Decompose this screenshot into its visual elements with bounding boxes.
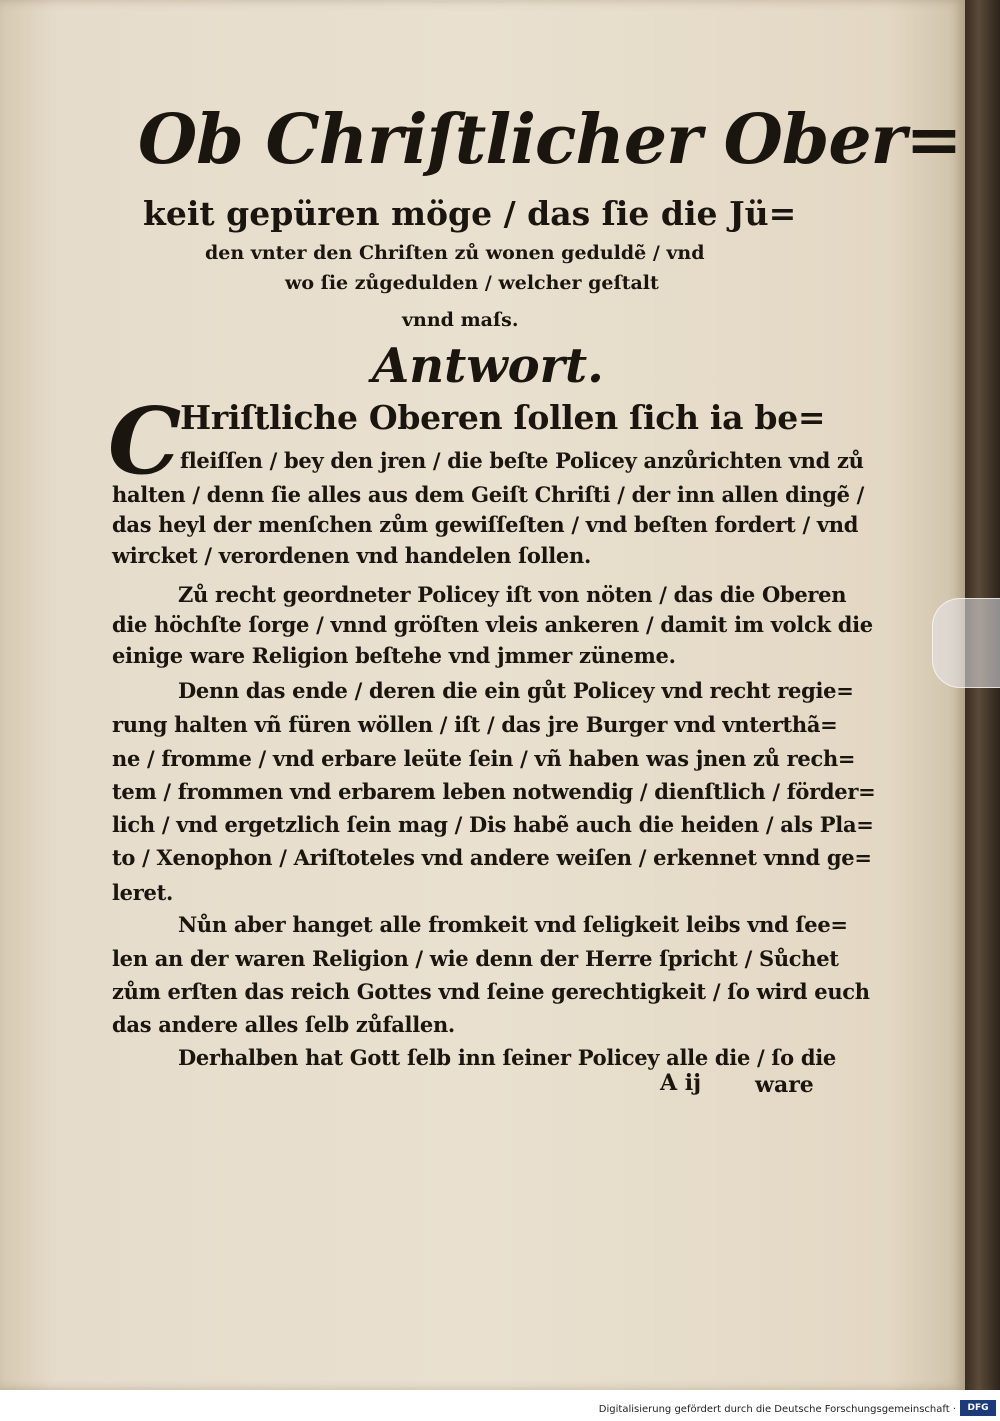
body-line: tem / frommen vnd erbarem leben notwendig / dienſtlich / förder= (112, 779, 876, 804)
body-line: fleiſſen / bey den jren / die beſte Policey anzůrichten vnd zů (180, 448, 864, 473)
title-line-2: keit gepüren möge / das ſie die Jü= (143, 194, 797, 233)
body-line: len an der waren Religion / wie denn der Herre ſpricht / Sůchet (112, 946, 839, 971)
body-line: wircket / verordenen vnd handelen ſollen. (112, 543, 591, 568)
body-line: zům erſten das reich Gottes vnd ſeine gerechtigkeit / ſo wird euch (112, 979, 870, 1004)
body-line: rung halten vñ füren wöllen / iſt / das jre Burger vnd vnterthã= (112, 712, 838, 737)
title-line-3: den vnter den Chriſten zů wonen geduldẽ / vnd (205, 242, 705, 264)
binding-edge (965, 0, 1000, 1390)
body-line: Zů recht geordneter Policey iſt von nöten / das die Oberen (178, 582, 847, 607)
body-line: Nůn aber hanget alle fromkeit vnd ſeligkeit leibs vnd ſee= (178, 912, 848, 937)
body-line: Hriſtliche Oberen ſollen ſich ia be= (180, 398, 826, 437)
body-line: leret. (112, 880, 173, 905)
body-line: lich / vnd ergetzlich ſein mag / Dis habẽ auch die heiden / als Pla= (112, 812, 874, 837)
body-line: Denn das ende / deren die ein gůt Policey vnd recht regie= (178, 678, 854, 703)
body-line: to / Xenophon / Ariſtoteles vnd andere weiſen / erkennet vnnd ge= (112, 845, 872, 870)
section-heading: Antwort. (372, 338, 604, 394)
signature-mark: A ij (660, 1070, 702, 1096)
body-line: ne / fromme / vnd erbare leüte ſein / vñ haben was jnen zů rech= (112, 746, 856, 771)
body-line: einige ware Religion beſtehe vnd jmmer züneme. (112, 643, 676, 668)
body-line: halten / denn ſie alles aus dem Geiſt Chriſti / der inn allen dingẽ / (112, 482, 865, 507)
title-line-5: vnnd maſs. (402, 309, 519, 331)
drop-initial: C (108, 387, 182, 495)
title-line-4: wo ſie zůgedulden / welcher geſtalt (285, 272, 659, 294)
catchword: ware (755, 1072, 814, 1098)
body-line: die höchſte ſorge / vnnd gröſten vleis ankeren / damit im volck die (112, 612, 873, 637)
body-line: das heyl der menſchen zům gewiſſeſten / vnd beſten fordert / vnd (112, 512, 859, 537)
glass-weight-clip (932, 598, 1000, 688)
body-line: das andere alles ſelb zůfallen. (112, 1012, 455, 1037)
body-line: Derhalben hat Gott ſelb inn ſeiner Policey alle die / ſo die (178, 1045, 836, 1070)
digitization-credit: Digitalisierung gefördert durch die Deutsche Forschungsgemeinschaft · (598, 1404, 956, 1415)
dfg-logo: DFG (960, 1400, 996, 1416)
title-line-1: Ob Chriſtlicher Ober= (138, 100, 962, 180)
